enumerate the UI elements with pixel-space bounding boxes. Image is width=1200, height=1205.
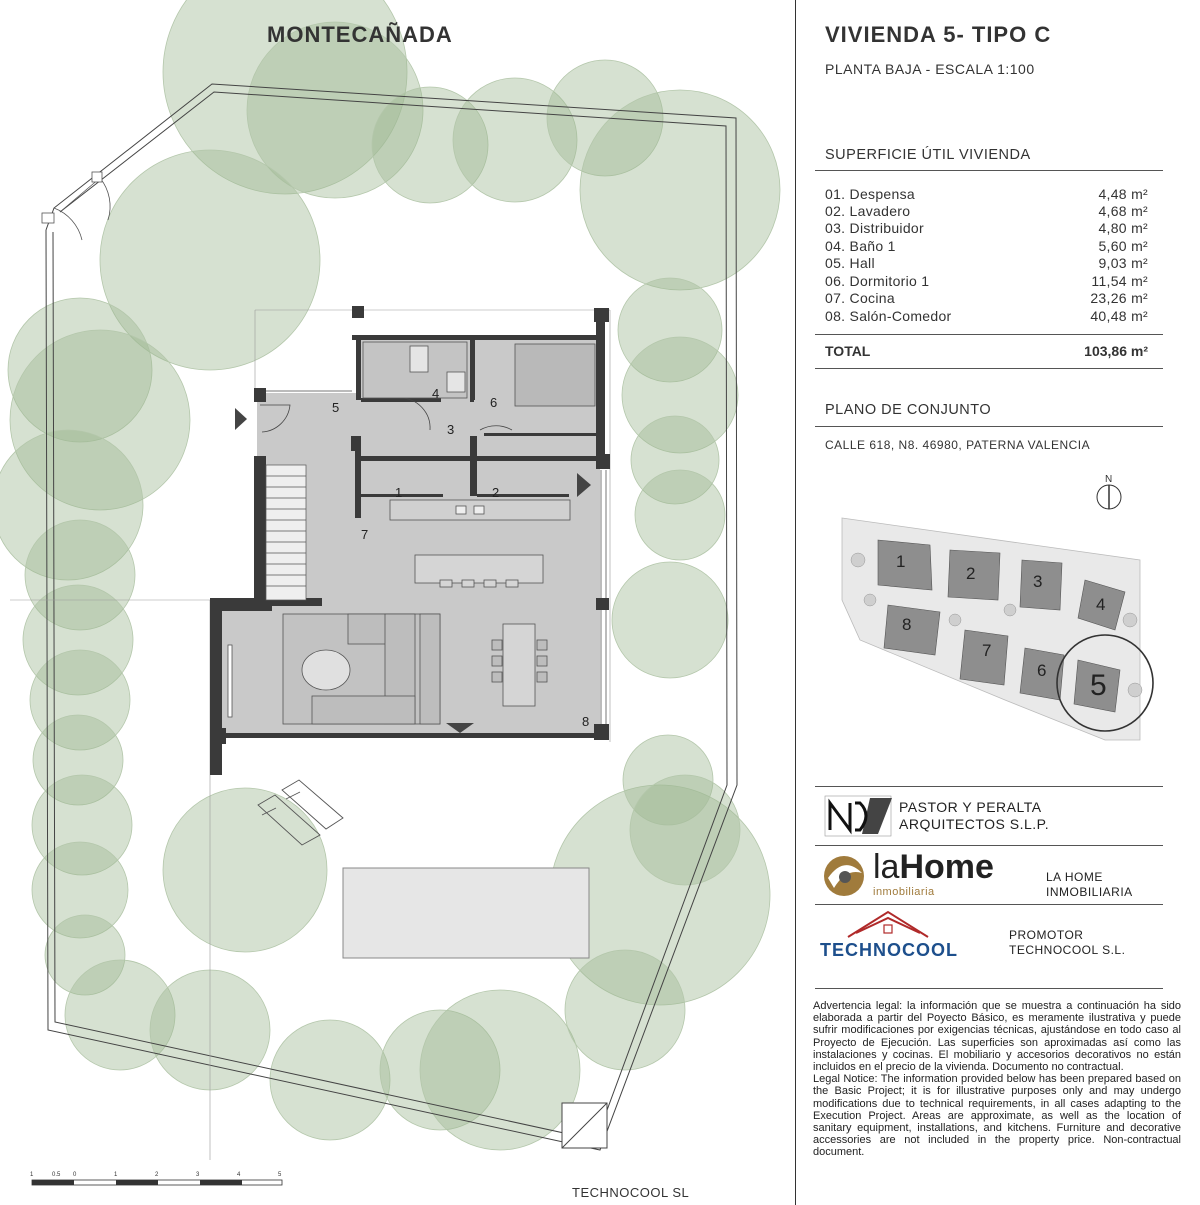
staircase <box>266 465 306 600</box>
lot-label: 4 <box>1096 595 1106 614</box>
room-area: 4,80 m² <box>1098 220 1148 236</box>
lot-label: 7 <box>982 641 992 660</box>
divider <box>815 426 1163 427</box>
pool <box>343 868 589 958</box>
scale-tick: 3 <box>196 1172 200 1178</box>
realestate-line: LA HOME <box>1046 870 1103 884</box>
legal-notice <box>813 1000 1181 1159</box>
site-address: CALLE 618, N8. 46980, PATERNA VALENCIA <box>825 438 1091 452</box>
room-name: 05. Hall <box>825 255 875 271</box>
architect-line: PASTOR Y PERALTA <box>899 799 1042 815</box>
room-area: 5,60 m² <box>1098 238 1148 254</box>
total-row <box>825 343 1148 359</box>
sheet-divider <box>795 0 796 1205</box>
room-label-4: 4 <box>432 386 440 401</box>
room-name: 04. Baño 1 <box>825 238 896 254</box>
room-name: 07. Cocina <box>825 290 895 306</box>
legal-notice-es: Advertencia legal: la información que se muestra a continuación ha sido elaborada a partir del Poyecto Básico, es meramente ilustrativa y puede sufrir modificaciones por exigencias técnicas, ajustándose en todo caso al Proyecto de Ejecución. Las superficies son aproximadas así como las instalaciones y cocinas. El mobiliario y accesorios decorativos no están incluidos en el precio de la vivienda. Documento no contractual. <box>813 1000 1181 1074</box>
divider <box>815 845 1163 846</box>
room-row <box>825 186 1148 202</box>
dwelling-title: VIVIENDA 5- TIPO C <box>825 22 1052 47</box>
divider <box>815 786 1163 787</box>
room-area: 4,48 m² <box>1098 186 1148 202</box>
room-name: 02. Lavadero <box>825 203 911 219</box>
scale-tick: 0.5 <box>52 1172 61 1178</box>
site-plan <box>842 518 1153 740</box>
room-area: 40,48 m² <box>1090 308 1148 324</box>
room-label-6: 6 <box>490 395 498 410</box>
north-arrow-icon <box>1097 474 1121 509</box>
lahome-logo-text <box>873 850 994 884</box>
room-row <box>825 238 1148 254</box>
room-name: 08. Salón-Comedor <box>825 308 952 324</box>
scale-tick: 1 <box>30 1172 34 1178</box>
lot-label: 3 <box>1033 572 1043 591</box>
divider <box>815 170 1163 171</box>
storage-box <box>562 1103 607 1148</box>
lahome-la: la <box>873 848 900 886</box>
room-label-7: 7 <box>361 527 369 542</box>
architect-line: ARQUITECTOS S.L.P. <box>899 816 1050 832</box>
divider <box>815 368 1163 369</box>
room-label-5: 5 <box>332 400 340 415</box>
realestate-line: INMOBILIARIA <box>1046 885 1133 899</box>
project-title: MONTECAÑADA <box>267 22 453 47</box>
room-area: 23,26 m² <box>1090 290 1148 306</box>
surface-heading: SUPERFICIE ÚTIL VIVIENDA <box>825 147 1031 163</box>
room-area: 11,54 m² <box>1091 273 1148 289</box>
lot-label: 1 <box>896 552 906 571</box>
scale-tick: 5 <box>278 1172 282 1178</box>
scale-tick: 0 <box>73 1172 77 1178</box>
scale-tick: 2 <box>155 1172 159 1178</box>
lot-label-highlighted: 5 <box>1090 669 1107 702</box>
architect-name <box>899 799 1049 833</box>
developer-line: PROMOTOR <box>1009 928 1084 942</box>
room-row <box>825 273 1148 289</box>
architect-logo-icon <box>825 796 892 836</box>
room-row <box>825 203 1148 219</box>
room-label-3: 3 <box>447 422 455 437</box>
scale-tick: 4 <box>237 1172 241 1178</box>
room-label-1: 1 <box>395 485 403 500</box>
room-row <box>825 308 1148 324</box>
gate <box>42 172 110 240</box>
room-name: 03. Distribuidor <box>825 220 924 236</box>
room-row <box>825 290 1148 306</box>
lahome-logo-icon <box>824 856 864 896</box>
room-area: 4,68 m² <box>1098 203 1148 219</box>
room-area: 9,03 m² <box>1098 255 1148 271</box>
room-name: 06. Dormitorio 1 <box>825 273 930 289</box>
lot-label: 8 <box>902 615 912 634</box>
realestate-name <box>1046 870 1133 900</box>
lot-label: 2 <box>966 564 976 583</box>
divider <box>815 988 1163 989</box>
divider <box>815 334 1163 335</box>
developer-line: TECHNOCOOL S.L. <box>1009 943 1126 957</box>
technocool-house-icon <box>848 912 928 937</box>
lahome-home: Home <box>899 848 994 886</box>
lot-label: 6 <box>1037 661 1047 680</box>
total-label: TOTAL <box>825 343 871 359</box>
divider <box>815 904 1163 905</box>
legal-notice-en: Legal Notice: The information provided below has been prepared based on the Basic Project; it is for illustrative purposes only and may undergo modifications due to technical requirements, in all cases adapting to the Execution Project. Areas are approximate, as well as the location of sanitary equipment, installations, and kitchens. Furniture and decorative accessories are not included in the property price. Non-contractual document. <box>813 1073 1181 1159</box>
site-heading: PLANO DE CONJUNTO <box>825 402 992 418</box>
technocool-logo-text: TECHNOCOOL <box>820 940 958 960</box>
developer-name <box>1009 928 1125 958</box>
total-value: 103,86 m² <box>1084 343 1148 359</box>
room-name: 01. Despensa <box>825 186 915 202</box>
scale-tick: 1 <box>114 1172 118 1178</box>
lahome-subtitle: inmobiliaria <box>873 886 935 898</box>
room-label-2: 2 <box>492 485 500 500</box>
room-row <box>825 255 1148 271</box>
north-label: N <box>1105 474 1113 485</box>
room-row <box>825 220 1148 236</box>
scale-bar <box>30 1172 282 1185</box>
footer-firm: TECHNOCOOL SL <box>572 1185 690 1200</box>
drawing-subtitle: PLANTA BAJA - ESCALA 1:100 <box>825 61 1035 77</box>
room-label-8: 8 <box>582 714 590 729</box>
